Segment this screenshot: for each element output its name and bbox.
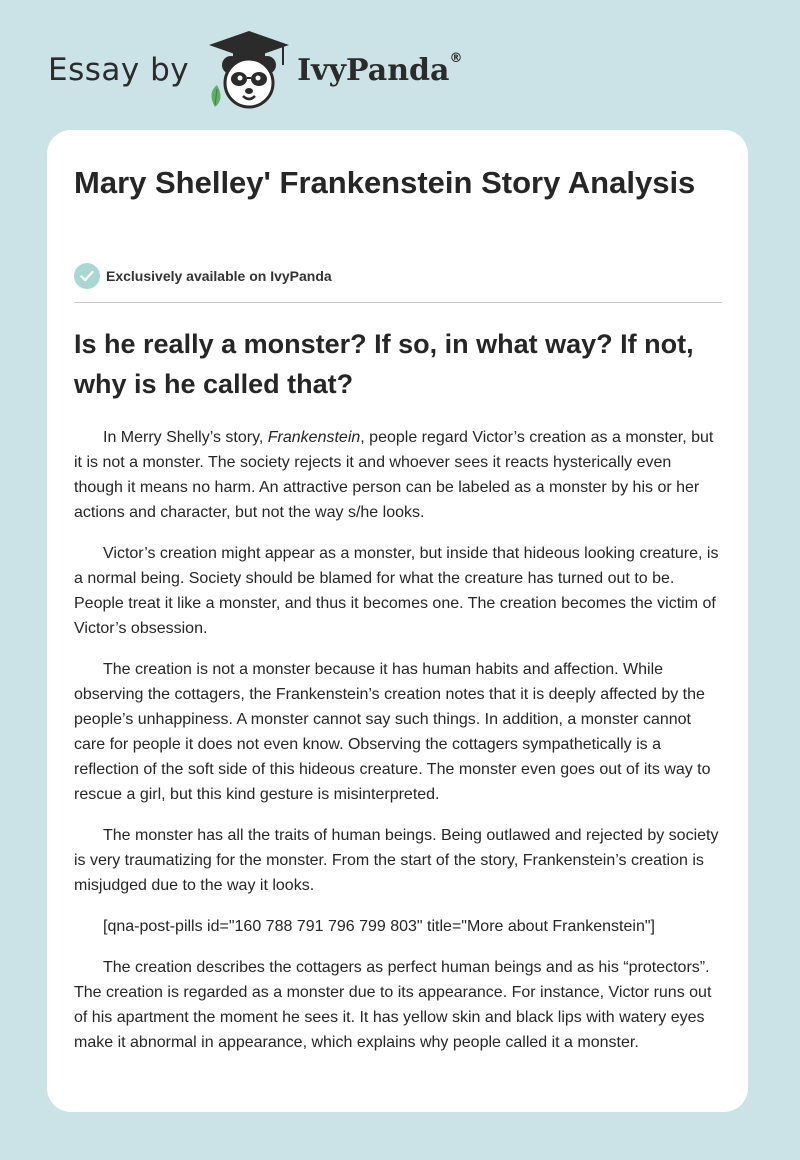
exclusive-badge	[74, 263, 332, 289]
paragraph-4: The monster has all the traits of human beings. Being outlawed and rejected by society is very traumatizing for the monster. From the start of the story, Frankenstein’s creation is misjudged due to the way it looks.	[74, 827, 719, 894]
panda-logo-icon[interactable]	[203, 29, 295, 111]
paragraph-3: The creation is not a monster because it has human habits and affection. While observing the cottagers, the Frankenstein’s creation notes that it is deeply affected by the people’s unhappiness. A monster cannot say such things. In addition, a monster cannot care for people it does not even know. Observing the cottagers sympathetically is a reflection of the soft side of this hideous creature. The monster even goes out of its way to rescue a girl, but this kind gesture is misinterpreted.	[74, 661, 711, 803]
divider	[74, 302, 722, 303]
paragraph-2: Victor’s creation might appear as a monster, but inside that hideous looking creature, is a normal being. Society should be blamed for what the creature has turned out to be. People treat it like a monster, and thus it becomes one. The creation becomes the victim of Victor’s obsession.	[74, 545, 719, 637]
essay-by-label: Essay by	[48, 52, 190, 88]
paragraph-1: In Merry Shelly’s story, Frankenstein, people regard Victor’s creation as a monster, but it is not a monster. The society rejects it and whoever sees it reacts hysterically even though it means no harm. An attractive person can be labeled as a monster by his or her actions and character, but not the way s/he looks.	[74, 429, 714, 521]
section-heading: Is he really a monster? If so, in what way? If not, why is he called that?	[74, 329, 694, 399]
registered-mark: ®	[449, 50, 463, 66]
page-title: Mary Shelley' Frankenstein Story Analysis	[74, 165, 696, 200]
site-header	[48, 30, 462, 110]
book-title: Frankenstein	[267, 429, 361, 446]
paragraph-5: The creation describes the cottagers as perfect human beings and as his “protectors”. The creation is regarded as a monster due to its appearance. For instance, Victor runs out of his apartment the moment he sees it. It has yellow skin and black lips with watery eyes make it abnormal in appearance, which explains why people called it a monster.	[74, 959, 712, 1051]
shortcode-text: [qna-post-pills id="160 788 791 796 799 803" title="More about Frankenstein"]	[103, 918, 655, 935]
essay-card	[47, 130, 748, 1112]
exclusive-label: Exclusively available on IvyPanda	[106, 268, 332, 284]
essay-body	[74, 425, 724, 1071]
check-icon	[74, 263, 100, 289]
brand-name[interactable]: IvyPanda®	[297, 50, 463, 88]
